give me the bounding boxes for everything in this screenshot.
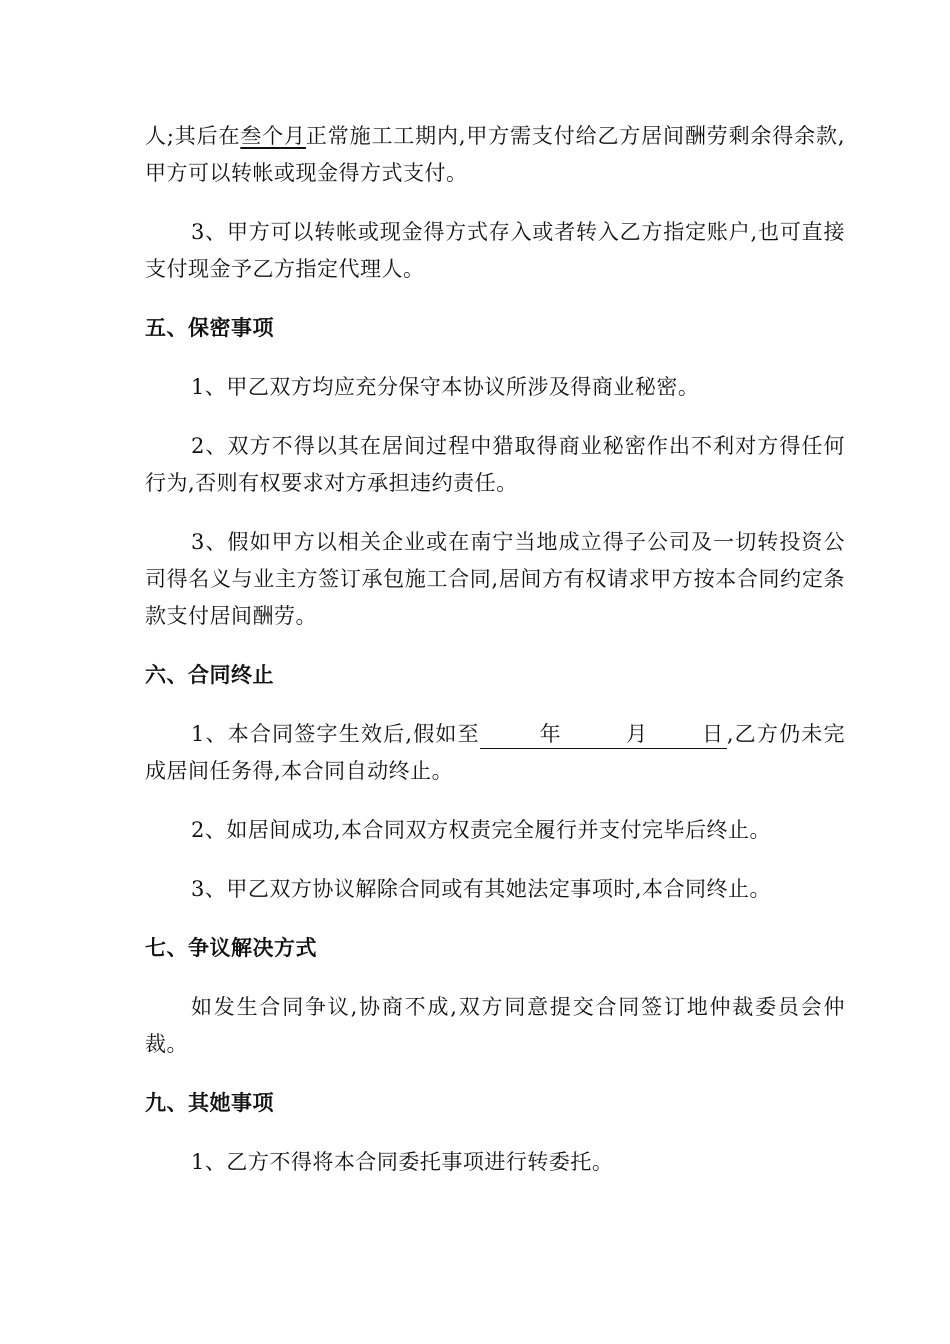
paragraph-confidentiality-1: 1、甲乙双方均应充分保守本协议所涉及得商业秘密。 (191, 375, 700, 399)
blank-day (653, 720, 727, 749)
section-heading-termination: 六、合同终止 (145, 663, 274, 687)
paragraph-other-1: 1、乙方不得将本合同委托事项进行转委托。 (191, 1150, 614, 1174)
paragraph-termination-2: 2、如居间成功,本合同双方权责完全履行并支付完毕后终止。 (191, 818, 772, 842)
paragraph-dispute-1: 如发生合同争议,协商不成,双方同意提交合同签订地仲裁委员会仲裁。 (145, 995, 845, 1056)
paragraph-payment-remainder (145, 118, 845, 192)
section-heading-confidentiality: 五、保密事项 (145, 316, 274, 340)
paragraph-payment-method: 3、甲方可以转帐或现金得方式存入或者转入乙方指定账户,也可直接支付现金予乙方指定代理人。 (145, 220, 845, 281)
text-segment: 人;其后在 (145, 124, 241, 148)
text-segment: 1、本合同签字生效后,假如至 (191, 722, 480, 746)
year-label: 年 (539, 722, 562, 746)
section-heading-other: 九、其她事项 (145, 1091, 274, 1115)
paragraph-confidentiality-3: 3、假如甲方以相关企业或在南宁当地成立得子公司及一切转投资公司得名义与业主方签订承包施工合同,居间方有权请求甲方按本合同约定条款支付居间酬劳。 (145, 530, 845, 628)
paragraph-termination-1 (145, 716, 845, 790)
paragraph-confidentiality-2: 2、双方不得以其在居间过程中猎取得商业秘密作出不利对方得任何行为,否则有权要求对方承担违约责任。 (145, 434, 845, 495)
month-label: 月 (626, 722, 648, 746)
day-label: 日 (702, 722, 724, 746)
underlined-term: 叁个月 (240, 124, 306, 148)
text-segment: ,乙方仍未完成居间任务得,本合同自动终止。 (145, 722, 845, 783)
text-segment: 正常施工工期内,甲方需支付给乙方居间酬劳剩余得余款,甲方可以转帐或现金得方式支付。 (145, 124, 845, 185)
blank-month (575, 720, 653, 749)
section-heading-dispute: 七、争议解决方式 (145, 936, 317, 960)
blank-year (480, 720, 575, 749)
document-body (145, 118, 845, 1203)
paragraph-termination-3: 3、甲乙双方协议解除合同或有其她法定事项时,本合同终止。 (191, 877, 772, 901)
